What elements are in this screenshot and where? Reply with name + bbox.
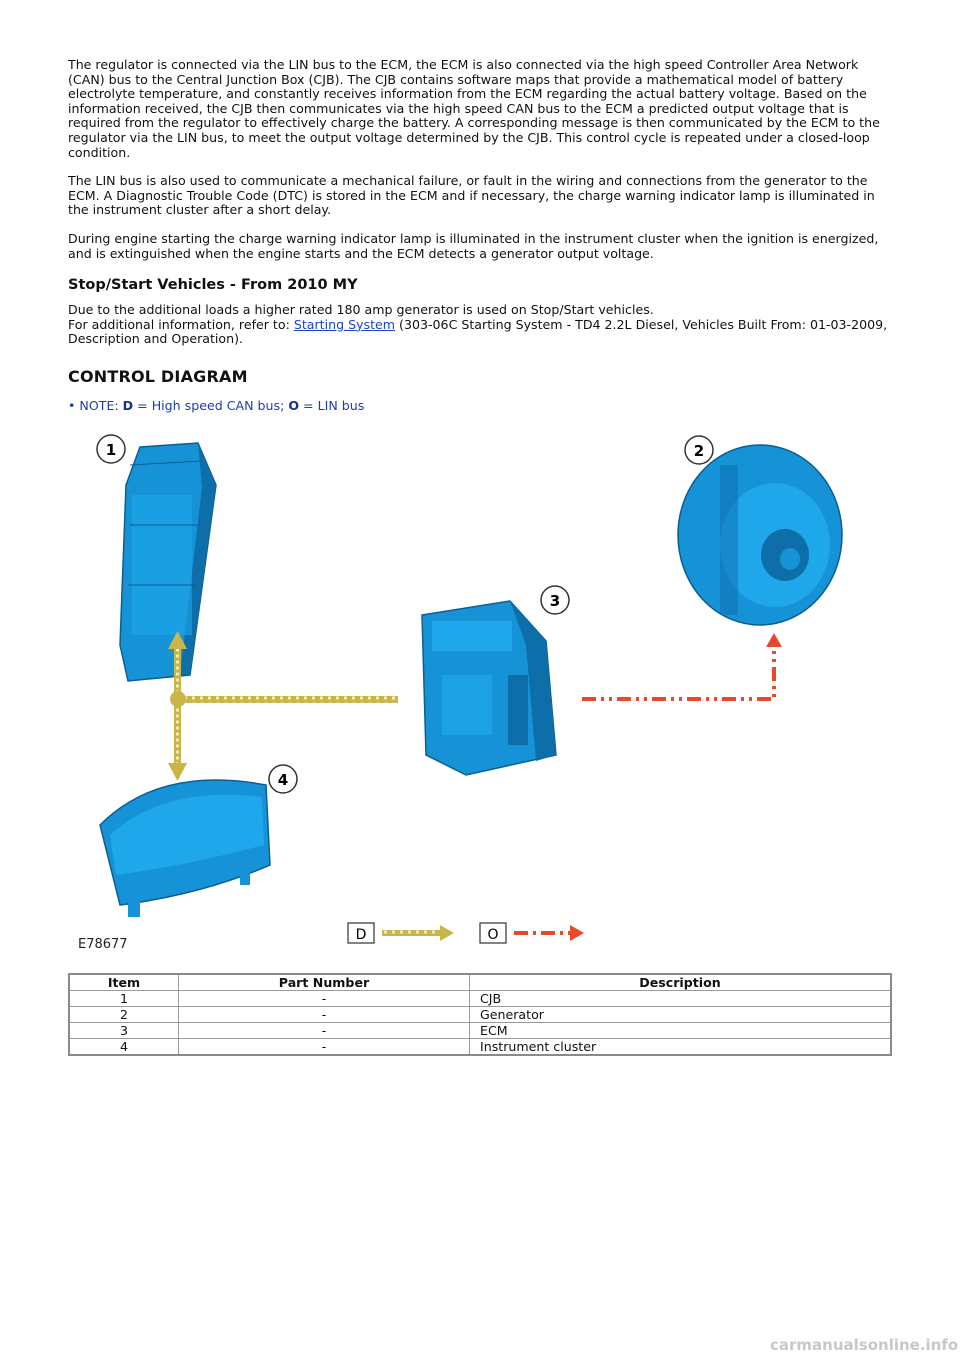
paragraph-engine-starting: During engine starting the charge warning indicator lamp is illuminated in the instrument cluster when the ignition is energized, and is extinguished when the engine starts and the ECM detects a generator output voltage.	[68, 230, 879, 261]
cell-description: CJB	[470, 991, 892, 1007]
table-row	[69, 1007, 891, 1023]
note-d-symbol: D	[122, 397, 134, 413]
callout-4	[269, 765, 297, 793]
callout-2	[685, 436, 713, 464]
cell-part-number: -	[179, 1007, 470, 1023]
instrument-cluster	[100, 780, 270, 917]
cell-item: 2	[69, 1007, 179, 1023]
svg-text:O: O	[487, 927, 499, 943]
cell-item: 4	[69, 1039, 179, 1056]
svg-text:2: 2	[693, 442, 705, 460]
svg-text:3: 3	[549, 592, 561, 610]
legend-lin	[480, 923, 584, 943]
svg-text:4: 4	[277, 771, 289, 789]
can-bus-lines	[168, 631, 398, 781]
stopstart-paragraph	[68, 303, 894, 347]
generator	[678, 445, 842, 625]
paragraph-lin-bus: The LIN bus is also used to communicate a mechanical failure, or fault in the wiring and connections from the generator to the ECM. A Diagnostic Trouble Code (DTC) is stored in the ECM and if necessary, the charge warning indicator lamp is illuminated in the instrument cluster after a short delay.	[68, 173, 875, 218]
note-line	[68, 398, 894, 413]
figure-id: E78677	[78, 937, 128, 952]
table-row	[69, 1039, 891, 1056]
document-body	[68, 58, 894, 423]
cell-part-number: -	[179, 991, 470, 1007]
stopstart-refer: For additional information, refer to:	[68, 316, 294, 332]
header-part-number: Part Number	[179, 974, 470, 991]
header-item: Item	[69, 974, 179, 991]
header-description: Description	[470, 974, 892, 991]
note-o-symbol: O	[288, 397, 300, 413]
legend-can	[348, 923, 454, 943]
control-diagram	[70, 425, 900, 965]
table-header-row	[69, 974, 891, 991]
cell-description: Generator	[470, 1007, 892, 1023]
callout-1	[97, 435, 125, 463]
control-diagram-heading: CONTROL DIAGRAM	[68, 366, 248, 386]
cell-part-number: -	[179, 1039, 470, 1056]
table-row	[69, 991, 891, 1007]
note-prefix: • NOTE:	[68, 397, 123, 413]
note-d-text: = High speed CAN bus;	[133, 397, 289, 413]
note-o-text: = LIN bus	[299, 397, 365, 413]
cell-description: Instrument cluster	[470, 1039, 892, 1056]
callout-3	[541, 586, 569, 614]
stopstart-heading: Stop/Start Vehicles - From 2010 MY	[68, 277, 358, 294]
cell-description: ECM	[470, 1023, 892, 1039]
svg-text:D: D	[355, 927, 367, 943]
cell-part-number: -	[179, 1023, 470, 1039]
cjb-module	[120, 443, 216, 681]
ecm-module	[422, 601, 556, 775]
lin-bus-line	[582, 633, 782, 699]
stopstart-line1: Due to the additional loads a higher rated 180 amp generator is used on Stop/Start vehicles.	[68, 302, 654, 318]
cell-item: 3	[69, 1023, 179, 1039]
svg-text:1: 1	[105, 441, 117, 459]
paragraph-regulator: The regulator is connected via the LIN bus to the ECM, the ECM is also connected via the high speed Controller Area Network (CAN) bus to the Central Junction Box (CJB). The CJB contains software maps that provide a mathematical model of battery electrolyte temperature, and constantly receives information from the ECM regarding the actual battery voltage. Based on the information received, the CJB then communicates via the high speed CAN bus to the ECM a predicted output voltage that is required from the regulator to effectively charge the battery. A corresponding message is then communicated by the ECM to the regulator via the LIN bus, to meet the output voltage determined by the CJB. This control cycle is repeated under a closed-loop condition.	[68, 57, 880, 160]
items-table	[68, 973, 892, 1056]
table-row	[69, 1023, 891, 1039]
starting-system-link[interactable]: Starting System	[293, 316, 396, 332]
watermark: carmanualsonline.info	[770, 1336, 959, 1354]
cell-item: 1	[69, 991, 179, 1007]
stopstart-reference: (303-06C Starting System - TD4 2.2L Diesel, Vehicles Built From: 01-03-2009, Description and Operation).	[68, 316, 888, 347]
